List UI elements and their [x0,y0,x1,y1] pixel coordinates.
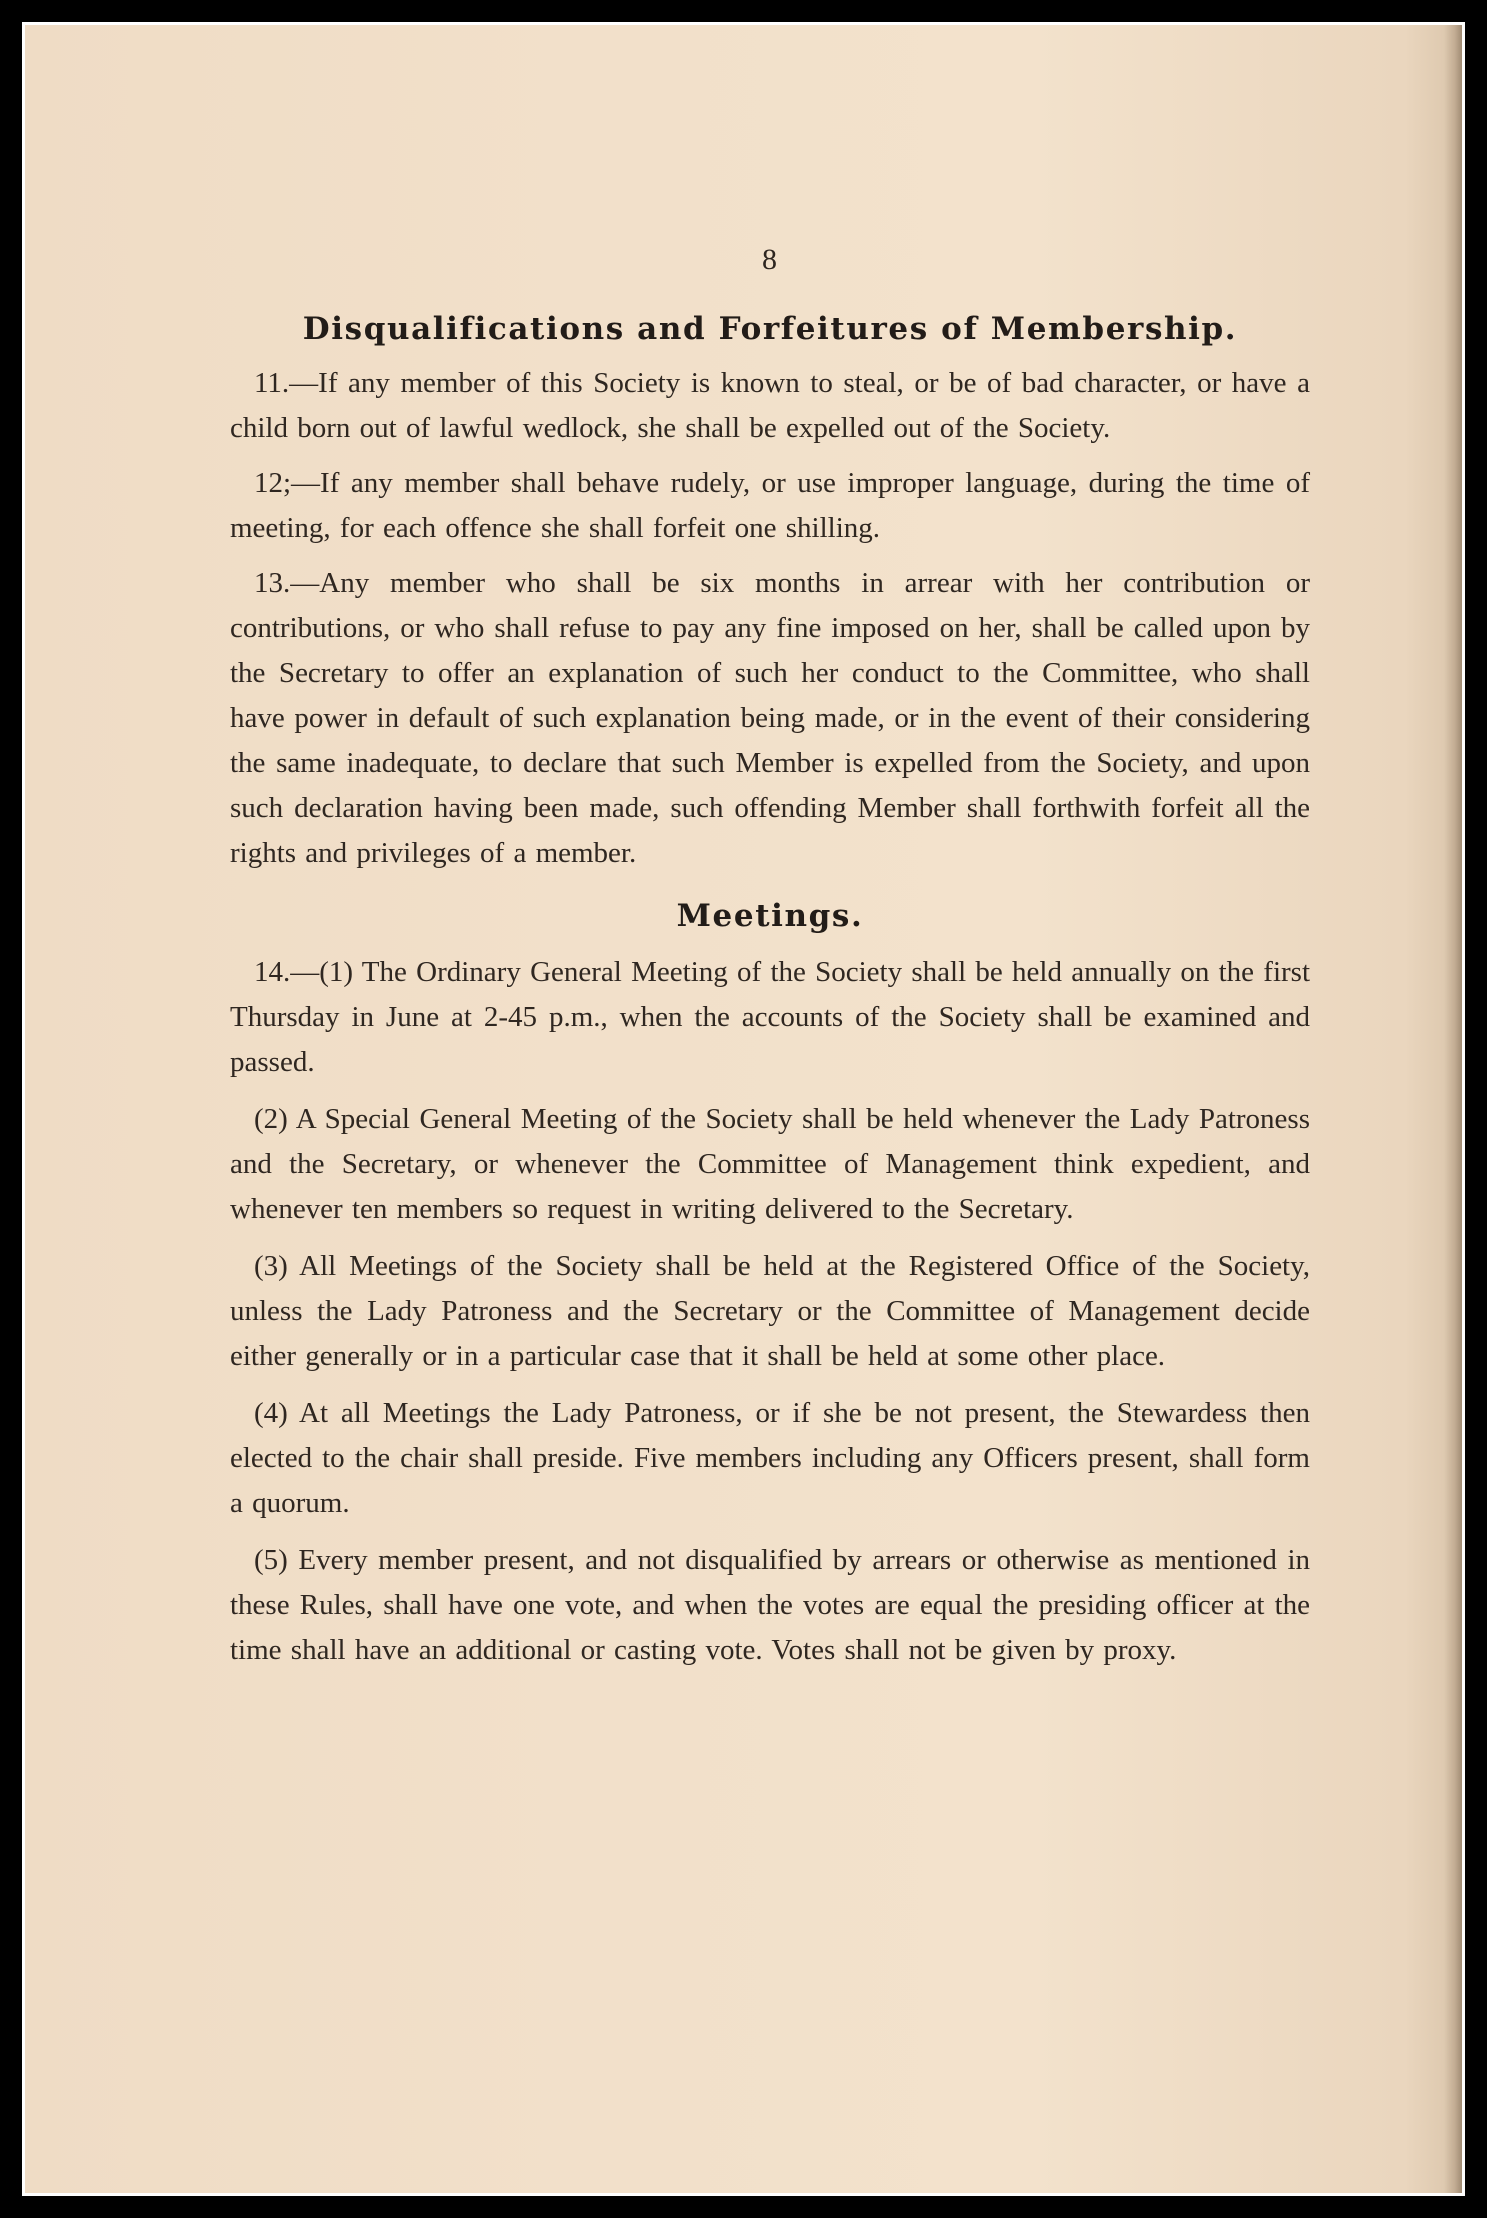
rule-14-4: (4) At all Meetings the Lady Patroness, or if she be not present, the Stewardess then elected to the chair shall preside. Five members including any Officers present, shall form a quorum. [230,1397,1310,1519]
rule-13: 13.—Any member who shall be six months in arrear with her contribution or contributions, or who shall refuse to pay any fine imposed on her, shall be called upon by the Secretary to offer an explanation of such her conduct to the Committee, who shall have power in default of such explanation being made, or in the event of their considering the same inadequate, to declare that such Member is expelled from the Society, and upon such declaration having been made, such offending Member shall forthwith forfeit all the rights and privileges of a member. [230,567,1310,869]
section-meetings [230,898,1310,1673]
rule-14-5: (5) Every member present, and not disqualified by arrears or otherwise as mentioned in these Rules, shall have one vote, and when the votes are equal the presiding officer at the time shall have an additional or casting vote. Votes shall not be given by proxy. [230,1544,1310,1666]
paper-page [25,25,1462,2193]
page-spine-shadow [1444,25,1462,2193]
rule-14-2: (2) A Special General Meeting of the Society shall be held whenever the Lady Patroness and the Secretary, or whenever the Committee of Management think expedient, and whenever ten members so request in writing delivered to the Secretary. [230,1103,1310,1225]
page-content [230,225,1310,1685]
rule-11: 11.—If any member of this Society is known to steal, or be of bad character, or have a child born out of lawful wedlock, she shall be expelled out of the Society. [230,367,1310,444]
page-number: 8 [762,243,778,276]
section-heading-disqualifications: Disqualifications and Forfeitures of Membership. [302,311,1238,347]
rule-12: 12;—If any member shall behave rudely, or use improper language, during the time of meeting, for each offence she shall forfeit one shilling. [230,467,1310,544]
section-disqualifications [230,311,1310,876]
rule-14-3: (3) All Meetings of the Society shall be held at the Registered Office of the Society, unless the Lady Patroness and the Secretary or the Committee of Management decide either generally or in a particular case that it shall be held at some other place. [230,1250,1310,1372]
section-heading-meetings: Meetings. [676,898,864,934]
rule-14-1: 14.—(1) The Ordinary General Meeting of the Society shall be held annually on the first Thursday in June at 2-45 p.m., when the accounts of the Society shall be examined and passed. [230,956,1310,1078]
